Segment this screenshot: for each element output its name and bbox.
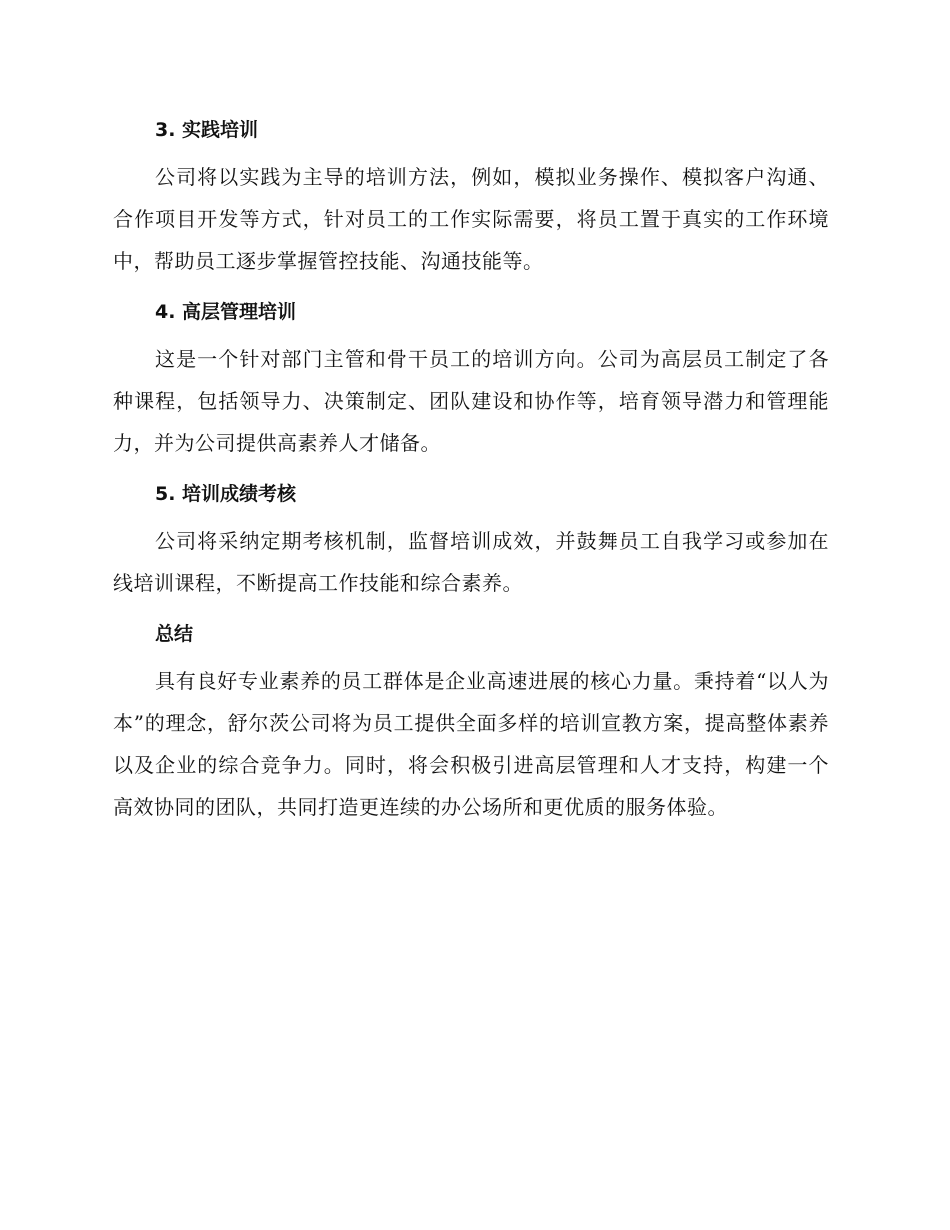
section-practice-training	[113, 110, 829, 282]
section-heading: 总结	[155, 623, 194, 645]
section-training-assessment	[113, 474, 829, 604]
document-body	[113, 110, 829, 838]
section-senior-management-training	[113, 292, 829, 464]
section-heading: 4. 高层管理培训	[155, 301, 297, 323]
section-summary	[113, 614, 829, 828]
section-paragraph: 这是一个针对部门主管和骨干员工的培训方向。公司为高层员工制定了各种课程，包括领导力、决策制定、团队建设和协作等，培育领导潜力和管理能力，并为公司提供高素养人才储备。	[113, 347, 829, 455]
section-paragraph: 公司将以实践为主导的培训方法，例如，模拟业务操作、模拟客户沟通、合作项目开发等方式，针对员工的工作实际需要，将员工置于真实的工作环境中，帮助员工逐步掌握管控技能、沟通技能等。	[113, 165, 829, 273]
section-heading: 5. 培训成绩考核	[155, 483, 297, 505]
section-heading: 3. 实践培训	[155, 119, 259, 141]
section-paragraph: 具有良好专业素养的员工群体是企业高速进展的核心力量。秉持着“以人为本”的理念，舒尔茨公司将为员工提供全面多样的培训宣教方案，提高整体素养以及企业的综合竞争力。同时，将会积极引进高层管理和人才支持，构建一个高效协同的团队，共同打造更连续的办公场所和更优质的服务体验。	[113, 669, 829, 819]
section-paragraph: 公司将采纳定期考核机制，监督培训成效，并鼓舞员工自我学习或参加在线培训课程，不断提高工作技能和综合素养。	[113, 529, 829, 595]
